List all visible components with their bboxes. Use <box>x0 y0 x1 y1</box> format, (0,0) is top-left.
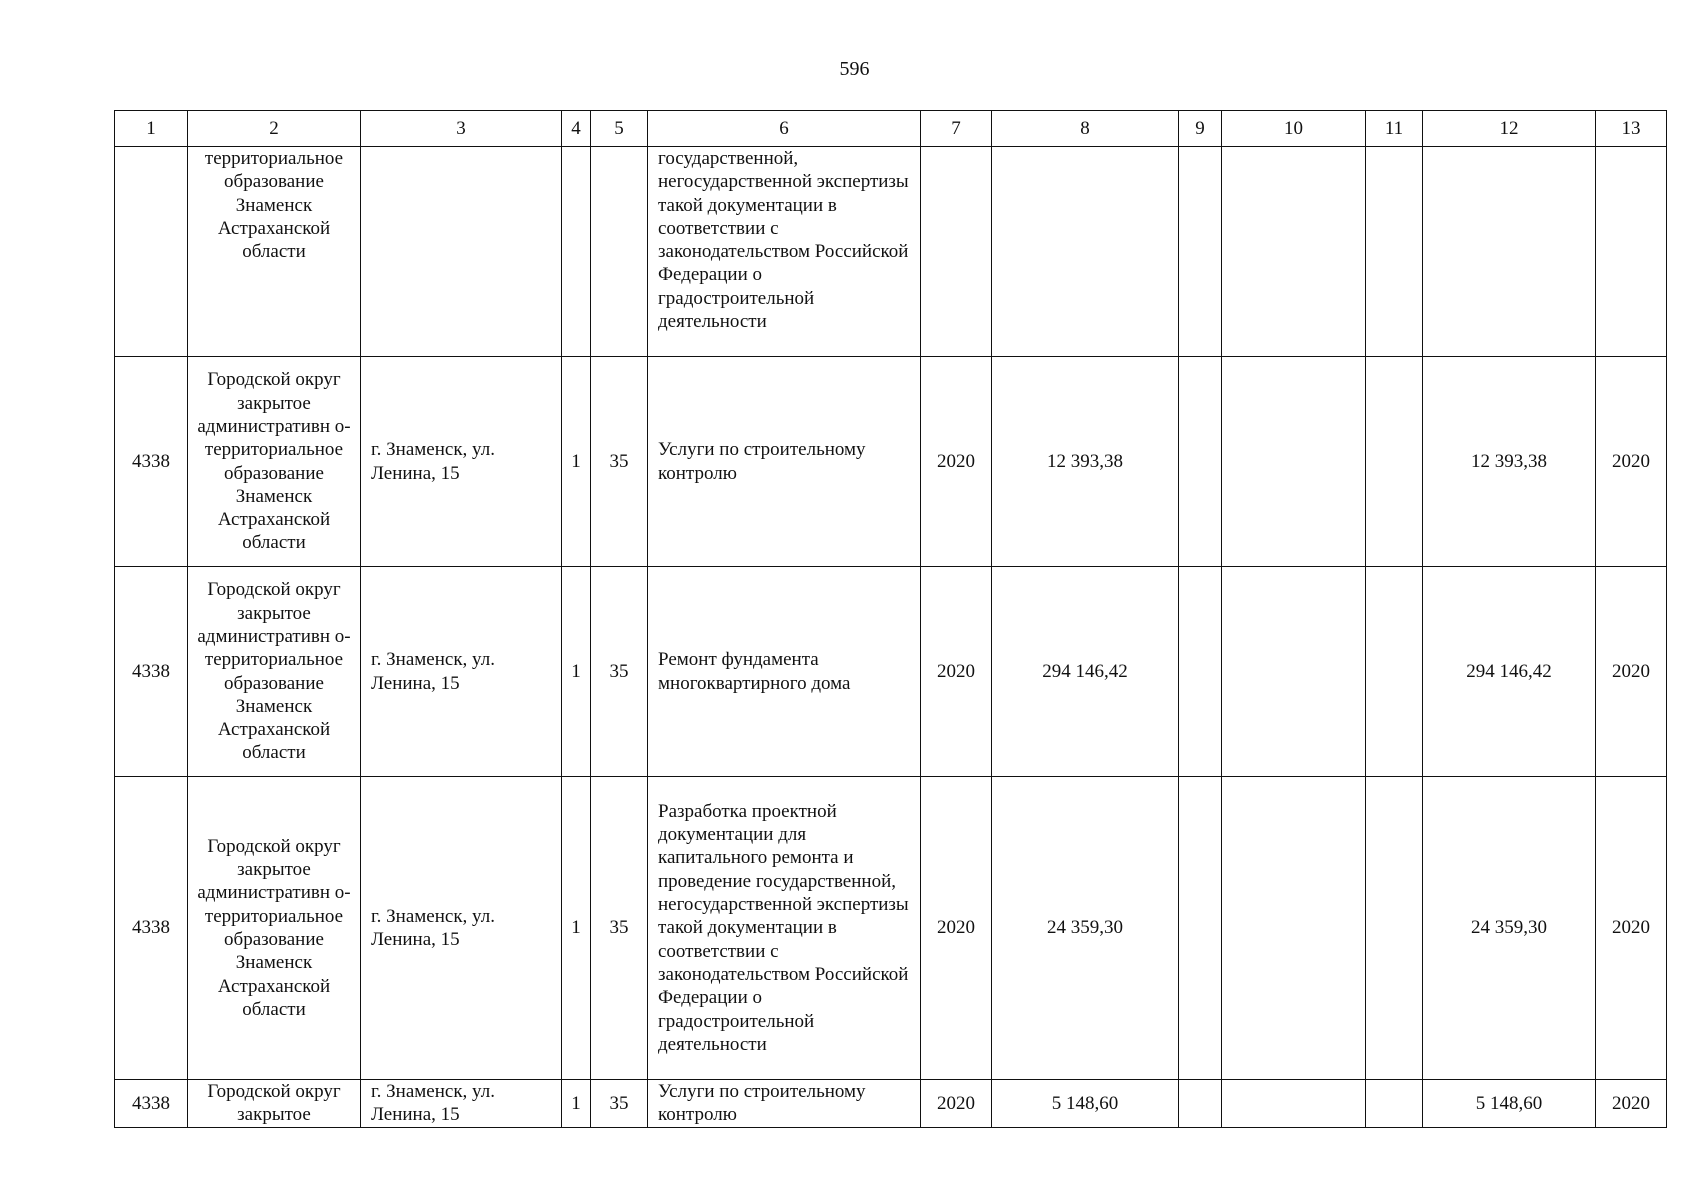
cell-id: 4338 <box>115 777 188 1080</box>
cell-col12 <box>1423 147 1596 357</box>
column-header: 3 <box>361 111 562 147</box>
column-header: 7 <box>921 111 992 147</box>
column-header: 6 <box>648 111 921 147</box>
cell-id: 4338 <box>115 567 188 777</box>
cell-work-type: Разработка проектной документации для капитального ремонта и проведение государственной, негосударственной экспертизы такой документации в соответствии с законодательством Российской Федерации о градостроительной деятельности <box>648 777 921 1080</box>
column-header: 11 <box>1366 111 1423 147</box>
table-row <box>115 777 1667 1080</box>
column-header: 8 <box>992 111 1179 147</box>
cell-col13: 2020 <box>1596 567 1667 777</box>
cell-col5: 35 <box>591 1080 648 1128</box>
cell-year: 2020 <box>921 567 992 777</box>
cell-col5: 35 <box>591 567 648 777</box>
page-number: 596 <box>839 58 870 80</box>
cell-col10 <box>1222 567 1366 777</box>
column-header: 9 <box>1179 111 1222 147</box>
cell-col4: 1 <box>562 1080 591 1128</box>
cell-col10 <box>1222 777 1366 1080</box>
table-row <box>115 357 1667 567</box>
cell-col11 <box>1366 357 1423 567</box>
cell-total: 294 146,42 <box>992 567 1179 777</box>
column-header: 4 <box>562 111 591 147</box>
cell-col11 <box>1366 1080 1423 1128</box>
cell-col4: 1 <box>562 567 591 777</box>
cell-col10 <box>1222 147 1366 357</box>
cell-total: 5 148,60 <box>992 1080 1179 1128</box>
cell-year: 2020 <box>921 357 992 567</box>
cell-municipality: Городской округ закрытое административн о-территориальное образование Знаменск Астраханской области <box>188 777 361 1080</box>
cell-id: 4338 <box>115 357 188 567</box>
cell-col11 <box>1366 567 1423 777</box>
cell-col11 <box>1366 147 1423 357</box>
cell-total: 24 359,30 <box>992 777 1179 1080</box>
cell-col4: 1 <box>562 777 591 1080</box>
column-header: 12 <box>1423 111 1596 147</box>
cell-work-type: Услуги по строительному контролю <box>648 1080 921 1128</box>
cell-work-type: государственной, негосударственной экспертизы такой документации в соответствии с законодательством Российской Федерации о градостроительной деятельности <box>648 147 921 357</box>
cell-col5: 35 <box>591 777 648 1080</box>
column-header: 5 <box>591 111 648 147</box>
cell-id <box>115 147 188 357</box>
cell-address <box>361 147 562 357</box>
table-row <box>115 567 1667 777</box>
cell-address: г. Знаменск, ул. Ленина, 15 <box>361 1080 562 1128</box>
cell-col9 <box>1179 567 1222 777</box>
cell-address: г. Знаменск, ул. Ленина, 15 <box>361 777 562 1080</box>
cell-col12: 12 393,38 <box>1423 357 1596 567</box>
column-header: 2 <box>188 111 361 147</box>
cell-col5 <box>591 147 648 357</box>
cell-work-type: Ремонт фундамента многоквартирного дома <box>648 567 921 777</box>
cell-col13 <box>1596 147 1667 357</box>
cell-col12: 5 148,60 <box>1423 1080 1596 1128</box>
cell-col5: 35 <box>591 357 648 567</box>
cell-col13: 2020 <box>1596 357 1667 567</box>
cell-municipality: Городской округ закрытое административн о-территориальное образование Знаменск Астраханской области <box>188 567 361 777</box>
cell-municipality: территориальное образование Знаменск Астраханской области <box>188 147 361 357</box>
cell-municipality: Городской округ закрытое административн о-территориальное образование Знаменск Астраханской области <box>188 357 361 567</box>
column-header: 10 <box>1222 111 1366 147</box>
cell-work-type: Услуги по строительному контролю <box>648 357 921 567</box>
cell-municipality: Городской округ закрытое <box>188 1080 361 1128</box>
cell-address: г. Знаменск, ул. Ленина, 15 <box>361 357 562 567</box>
cell-col9 <box>1179 777 1222 1080</box>
data-table <box>114 110 1667 1128</box>
cell-col13: 2020 <box>1596 777 1667 1080</box>
cell-total <box>992 147 1179 357</box>
column-header: 13 <box>1596 111 1667 147</box>
cell-address: г. Знаменск, ул. Ленина, 15 <box>361 567 562 777</box>
column-header: 1 <box>115 111 188 147</box>
cell-col11 <box>1366 777 1423 1080</box>
cell-col9 <box>1179 357 1222 567</box>
cell-year: 2020 <box>921 777 992 1080</box>
cell-col9 <box>1179 147 1222 357</box>
table-row <box>115 1080 1667 1128</box>
cell-col9 <box>1179 1080 1222 1128</box>
table-row <box>115 147 1667 357</box>
cell-year <box>921 147 992 357</box>
cell-col12: 24 359,30 <box>1423 777 1596 1080</box>
cell-col4 <box>562 147 591 357</box>
cell-id: 4338 <box>115 1080 188 1128</box>
cell-col10 <box>1222 1080 1366 1128</box>
cell-col13: 2020 <box>1596 1080 1667 1128</box>
cell-col12: 294 146,42 <box>1423 567 1596 777</box>
cell-col4: 1 <box>562 357 591 567</box>
header-row <box>115 111 1667 147</box>
cell-col10 <box>1222 357 1366 567</box>
cell-total: 12 393,38 <box>992 357 1179 567</box>
cell-year: 2020 <box>921 1080 992 1128</box>
